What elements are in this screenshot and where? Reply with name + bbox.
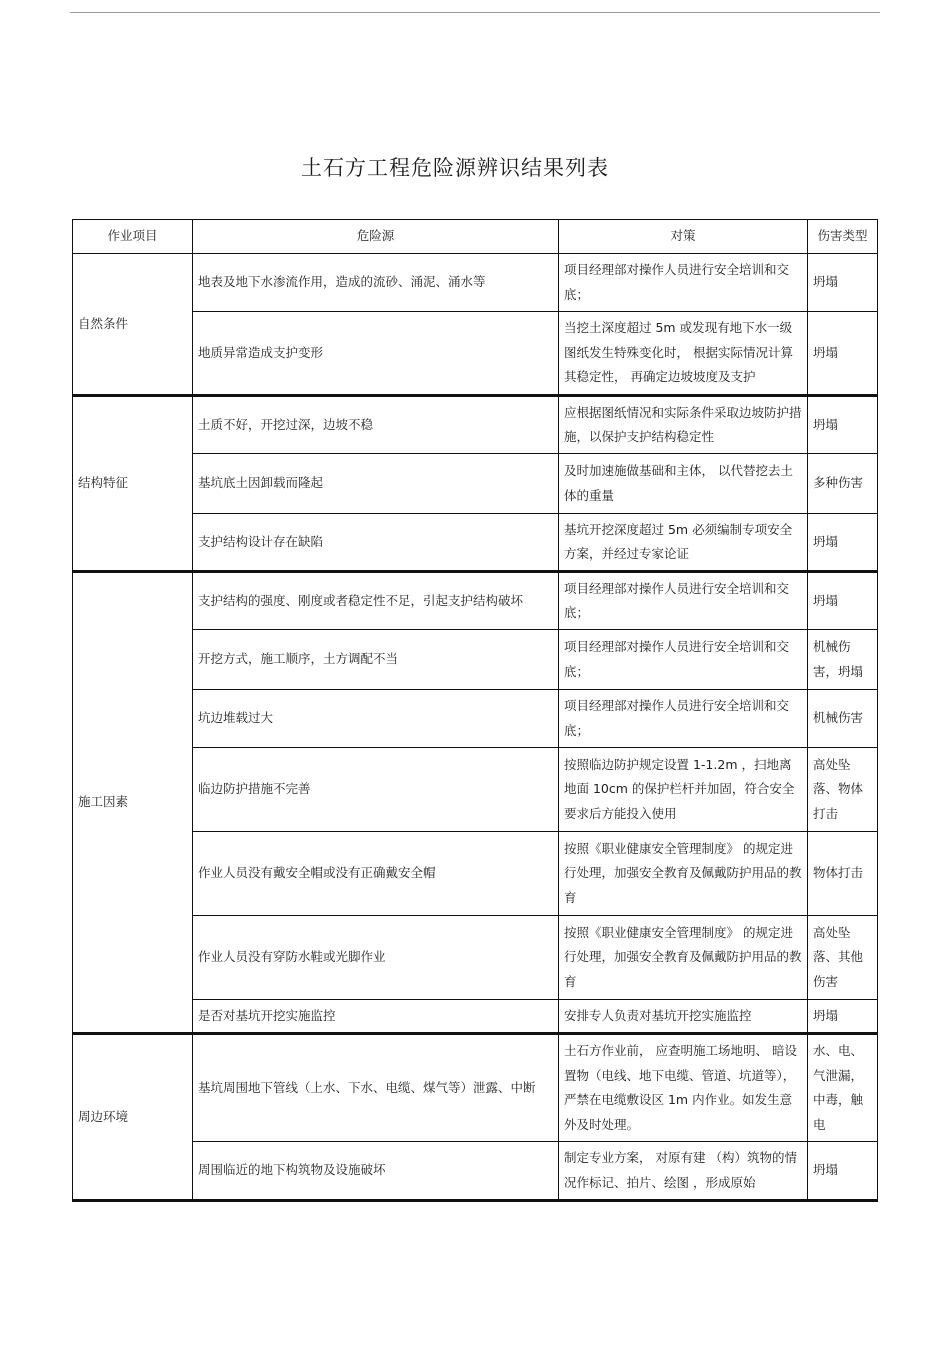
cell-measure: 制定专业方案， 对原有建 （构）筑物的情况作标记、拍片、绘图 ，形成原始: [559, 1142, 808, 1201]
table-row: [73, 1000, 878, 1034]
table-row: [73, 748, 878, 832]
table-row: [73, 572, 878, 630]
cell-hazard: 地表及地下水渗流作用，造成的流砂、涌泥、涌水等: [193, 254, 559, 312]
cell-work-item: 结构特征: [73, 396, 193, 572]
header-hazard: 危险源: [193, 220, 559, 254]
table-row: [73, 916, 878, 1000]
cell-hazard: 支护结构的强度、刚度或者稳定性不足，引起支护结构破坏: [193, 572, 559, 630]
cell-injury-type: 物体打击: [808, 832, 878, 916]
cell-injury-type: 坍塌: [808, 254, 878, 312]
table-row: [73, 254, 878, 312]
table-row: [73, 396, 878, 454]
table-header-row: [73, 220, 878, 254]
cell-injury-type: 高处坠落、物体打击: [808, 748, 878, 832]
cell-work-item: 自然条件: [73, 254, 193, 396]
cell-measure: 项目经理部对操作人员进行安全培训和交底；: [559, 254, 808, 312]
cell-measure: 基坑开挖深度超过 5m 必须编制专项安全方案，并经过专家论证: [559, 514, 808, 572]
cell-hazard: 支护结构设计存在缺陷: [193, 514, 559, 572]
cell-injury-type: 坍塌: [808, 572, 878, 630]
cell-injury-type: 多种伤害: [808, 454, 878, 514]
cell-measure: 当挖土深度超过 5m 或发现有地下水一级图纸发生特殊变化时， 根据实际情况计算其稳定性， 再确定边坡坡度及支护: [559, 312, 808, 396]
table-row: [73, 832, 878, 916]
table-body: [73, 254, 878, 1201]
cell-hazard: 坑边堆载过大: [193, 690, 559, 748]
cell-measure: 按照《职业健康安全管理制度》 的规定进行处理，加强安全教育及佩戴防护用品的教育: [559, 832, 808, 916]
cell-injury-type: 坍塌: [808, 396, 878, 454]
cell-measure: 土石方作业前， 应查明施工场地明、 暗设置物（电线、地下电缆、管道、坑道等），严禁在电缆敷设区 1m 内作业。如发生意外及时处理。: [559, 1034, 808, 1142]
cell-injury-type: 机械伤害，坍塌: [808, 630, 878, 690]
table-row: [73, 690, 878, 748]
cell-hazard: 地质异常造成支护变形: [193, 312, 559, 396]
header-type: 伤害类型: [808, 220, 878, 254]
cell-injury-type: 水、电、气泄漏，中毒，触电: [808, 1034, 878, 1142]
cell-hazard: 作业人员没有穿防水鞋或光脚作业: [193, 916, 559, 1000]
cell-hazard: 周围临近的地下构筑物及设施破坏: [193, 1142, 559, 1201]
cell-injury-type: 坍塌: [808, 1142, 878, 1201]
cell-hazard: 基坑周围地下管线（上水、下水、电缆、煤气等）泄露、中断: [193, 1034, 559, 1142]
cell-measure: 及时加速施做基础和主体， 以代替挖去土体的重量: [559, 454, 808, 514]
cell-measure: 按照临边防护规定设置 1-1.2m ，扫地离地面 10cm 的保护栏杆并加固，符合安全要求后方能投入使用: [559, 748, 808, 832]
cell-hazard: 临边防护措施不完善: [193, 748, 559, 832]
cell-hazard: 是否对基坑开挖实施监控: [193, 1000, 559, 1034]
cell-measure: 项目经理部对操作人员进行安全培训和交底；: [559, 572, 808, 630]
top-rule: [70, 12, 880, 13]
cell-hazard: 开挖方式，施工顺序，土方调配不当: [193, 630, 559, 690]
header-measure: 对策: [559, 220, 808, 254]
table-row: [73, 454, 878, 514]
cell-measure: 项目经理部对操作人员进行安全培训和交底；: [559, 690, 808, 748]
hazard-table: [72, 219, 878, 1202]
table-row: [73, 1034, 878, 1142]
cell-measure: 应根据图纸情况和实际条件采取边坡防护措施，以保护支护结构稳定性: [559, 396, 808, 454]
table-row: [73, 514, 878, 572]
cell-hazard: 基坑底土因卸载而隆起: [193, 454, 559, 514]
table-row: [73, 312, 878, 396]
cell-injury-type: 高处坠落、其他伤害: [808, 916, 878, 1000]
cell-injury-type: 坍塌: [808, 312, 878, 396]
cell-injury-type: 坍塌: [808, 514, 878, 572]
cell-measure: 安排专人负责对基坑开挖实施监控: [559, 1000, 808, 1034]
cell-injury-type: 坍塌: [808, 1000, 878, 1034]
cell-hazard: 作业人员没有戴安全帽或没有正确戴安全帽: [193, 832, 559, 916]
cell-work-item: 周边环境: [73, 1034, 193, 1201]
header-item: 作业项目: [73, 220, 193, 254]
document-title: 土石方工程危险源辨识结果列表: [301, 156, 609, 180]
cell-measure: 项目经理部对操作人员进行安全培训和交底；: [559, 630, 808, 690]
cell-hazard: 土质不好，开挖过深，边坡不稳: [193, 396, 559, 454]
table-row: [73, 1142, 878, 1201]
cell-injury-type: 机械伤害: [808, 690, 878, 748]
cell-work-item: 施工因素: [73, 572, 193, 1034]
cell-measure: 按照《职业健康安全管理制度》 的规定进行处理，加强安全教育及佩戴防护用品的教育: [559, 916, 808, 1000]
table-row: [73, 630, 878, 690]
